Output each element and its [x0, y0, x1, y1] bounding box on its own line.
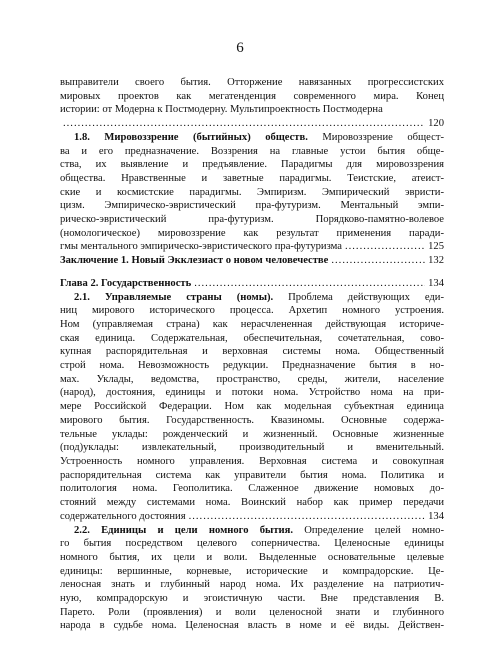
text-line: го бытия посредством целевого соперничества. Целеносные единицы: [60, 538, 444, 550]
text-line: рическо-эвристический пра-футуризм. Порядково-памятно-волевое: [60, 214, 444, 226]
page-number: 6: [236, 40, 244, 56]
page-ref: 120: [428, 118, 444, 130]
text-line: ную, компрадорскую и эгоистичную части. Вне представления В.: [60, 593, 444, 605]
text-line: (под)уклады: извлекательный, производительный и вменительный.: [60, 442, 444, 454]
text-line: народа в судьбе нома. Целеносная власть в номе и её виды. Действен-: [60, 620, 444, 632]
section-heading: 1.8. Мировоззрение (бытийных) обществ.: [74, 131, 308, 143]
text-line: распорядительная система как управители бытия нома. Политика и: [60, 469, 444, 481]
toc-entry-conclusion[interactable]: [60, 254, 444, 268]
text-line: стояний между системами нома. Воинский набор как пример передачи: [60, 497, 444, 509]
table-of-contents: [60, 76, 444, 633]
text-line: мах. Уклады, ведомства, пространство, среды, жители, население: [60, 373, 444, 385]
text-line: ская единица. Содержательная, обеспечительная, сочетательная, сово-: [60, 332, 444, 344]
text-line: выправители своего бытия. Отторжение навязанных прогрессистских: [60, 77, 444, 88]
text-line: Парето. Роли (проявления) и воли целеносной знати и глубинного: [60, 606, 444, 618]
toc-last-line: [60, 510, 444, 524]
toc-leader-line: [60, 117, 444, 131]
dot-leader: [345, 240, 425, 254]
section-heading: Заключение 1. Новый Экклезиаст о новом человечестве: [60, 255, 329, 267]
toc-entry-continuation: [60, 76, 444, 131]
text-line: ниц мирового исторического процесса. Архетип номного устроения.: [60, 305, 444, 317]
toc-first-line: [60, 131, 444, 145]
text-line: гмы ментального эмпирическо-эвристического пра-футуризма: [60, 241, 342, 253]
text-line: (номологическое) мировоззрение как результат применения паради-: [60, 227, 444, 239]
page-ref: 132: [428, 255, 444, 267]
chapter-heading: Глава 2. Государственность: [60, 277, 192, 289]
text-line: мере Российской Федерации. Ном как модельная субъектная единица: [60, 401, 444, 413]
text-line: строй нома. Невозможность редукции. Предназначение бытия в но-: [60, 360, 444, 372]
text-line: единицы: вершинные, корневые, исторические и компрадорские. Це-: [60, 565, 444, 577]
toc-last-line: [60, 254, 444, 268]
text-line: (народ), достояния, единицы и потоки нома. Устройство нома на при-: [60, 387, 444, 399]
text-line: номного бытия, их цели и воли. Выделенные основательные целевые: [60, 551, 444, 563]
text-line: мировых проектов как мегатенденция современного мира. Конец: [60, 90, 444, 102]
text-line: Устроенность номного управления. Верховная система и совокупная: [60, 455, 444, 467]
dot-leader: [189, 510, 426, 524]
text-line: Ном (управляемая страна) как нерасчлененная действующая историче-: [60, 318, 444, 330]
text-line: содержательного достояния: [60, 510, 186, 522]
text-line: ские и космистские парадигмы. Эмпиризм. Эмпирический эвристи-: [60, 186, 444, 198]
page-ref: 134: [428, 277, 444, 289]
toc-entry-2-1[interactable]: [60, 291, 444, 524]
text-line: тельные уклады: рожденческий и жизненный. Основные жизненные: [60, 428, 444, 440]
toc-entry-2-2[interactable]: [60, 524, 444, 634]
text-line: леносная знать и глубинный народ нома. Их разделение на патриотич-: [60, 579, 444, 591]
toc-first-line: [60, 524, 444, 538]
text-line: Проблема действующих еди-: [273, 291, 444, 303]
text-line: истории: от Модерна к Постмодерну. Мультипроектность Постмодерна: [60, 104, 383, 116]
toc-last-line: [60, 277, 444, 291]
text-line: Определение целей номно-: [293, 524, 444, 536]
dot-leader: [194, 277, 425, 291]
section-heading: 2.2. Единицы и цели номного бытия.: [74, 524, 294, 536]
dot-leader: [63, 117, 425, 131]
page-ref: 134: [428, 510, 444, 522]
toc-last-line: [60, 240, 444, 254]
text-line: ства, их выявление и предъявление. Парадигмы для мировоззрения: [60, 159, 444, 171]
toc-first-line: [60, 291, 444, 305]
text-line: Мировоззрение общест-: [307, 131, 444, 143]
toc-entry-chapter-2[interactable]: [60, 277, 444, 291]
text-line: купная распорядительная и верховная системы нома. Общественный: [60, 346, 444, 358]
toc-entry-1-8[interactable]: [60, 131, 444, 254]
section-heading: 2.1. Управляемые страны (номы).: [74, 291, 274, 303]
text-line: общества. Нравственные и заветные парадигмы. Теистские, атеист-: [60, 172, 444, 184]
text-line: цизм. Эмпирическо-эвристический пра-футуризм. Ментальный эмпи-: [60, 200, 444, 212]
dot-leader: [331, 254, 425, 268]
text-line: мирового бытия. Государственность. Квазиномы. Основные содержа-: [60, 414, 444, 426]
page-ref: 125: [428, 241, 444, 253]
toc-last-line: [60, 103, 444, 117]
text-line: ва и его предназначение. Воззрения на главные устои бытия обще-: [60, 145, 444, 157]
text-line: политология нома. Геополитика. Слаженное движение номовых до-: [60, 483, 444, 495]
